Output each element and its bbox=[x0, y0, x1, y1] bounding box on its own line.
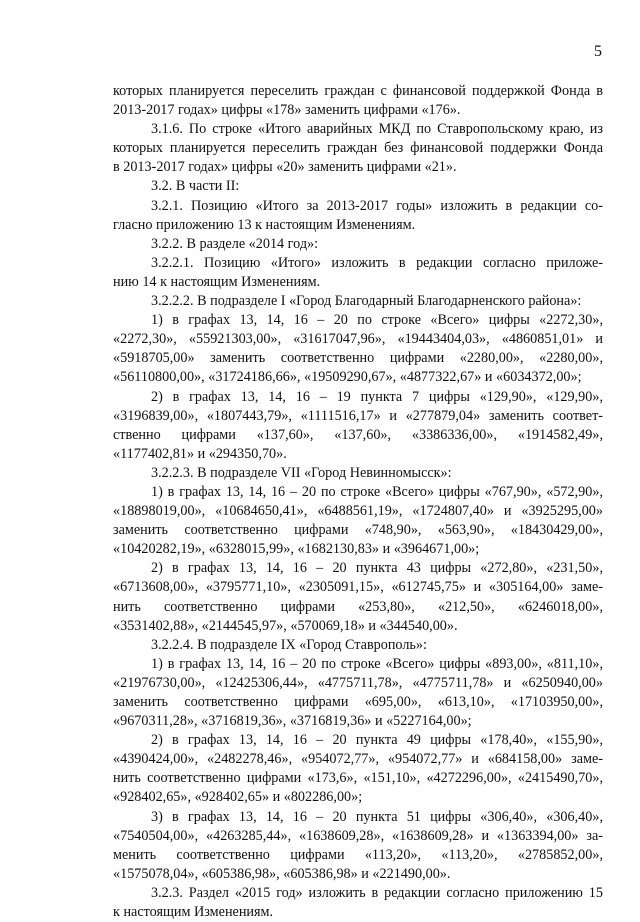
text-line: «21976730,00», «12425306,44», «4775711,78», «4775711,78» и «6250940,00» bbox=[113, 674, 603, 691]
text-line: нию 14 к настоящим Изменениям. bbox=[113, 273, 321, 290]
text-line: «5918705,00» заменить соответственно цифрами «2280,00», «2280,00», bbox=[113, 350, 603, 367]
text-line: «9670311,28», «3716819,36», «3716819,36» и «5227164,00»; bbox=[113, 713, 472, 730]
text-line: «1177402,81» и «294350,70». bbox=[113, 445, 287, 462]
text-line: «2272,30», «55921303,00», «31617047,96», «19443404,03», «4860851,01» и bbox=[113, 331, 603, 348]
text-line: 3.2.1. Позицию «Итого за 2013-2017 годы» изложить в редакции со- bbox=[151, 197, 603, 214]
text-line: «1575078,04», «605386,98», «605386,98» и «221490,00». bbox=[113, 865, 451, 882]
text-line: 3.2.3. Раздел «2015 год» изложить в редакции согласно приложению 15 bbox=[151, 884, 603, 901]
text-line: в 2013-2017 годах» цифры «20» заменить цифрами «21». bbox=[113, 159, 457, 176]
text-line: 3.2.2.1. Позицию «Итого» изложить в редакции согласно приложе- bbox=[151, 254, 603, 271]
text-line: 2013-2017 годах» цифры «178» заменить цифрами «176». bbox=[113, 102, 461, 119]
text-line: «10420282,19», «6328015,99», «1682130,83» и «3964671,00»; bbox=[113, 541, 480, 558]
text-line: нить соответственно цифрами «253,80», «212,50», «6246018,00», bbox=[113, 598, 603, 615]
text-line: 3.2.2.3. В подразделе VII «Город Невинномысск»: bbox=[151, 464, 452, 481]
text-line: «6713608,00», «3795771,10», «2305091,15», «612745,75» и «305164,00» заме- bbox=[113, 579, 603, 596]
text-line: 3.2.2.2. В подразделе I «Город Благодарный Благодарненского района»: bbox=[151, 293, 582, 310]
text-line: 1) в графах 13, 14, 16 – 20 по строке «Всего» цифры «893,00», «811,10», bbox=[151, 655, 603, 672]
text-line: 3.2. В части II: bbox=[151, 178, 240, 195]
text-line: «18898019,00», «10684650,41», «6488561,19», «1724807,40» и «3925295,00» bbox=[113, 503, 603, 520]
text-line: к настоящим Изменениям. bbox=[113, 904, 274, 921]
text-line: 1) в графах 13, 14, 16 – 20 по строке «Всего» цифры «2272,30», bbox=[151, 312, 603, 329]
text-line: 3.2.2.4. В подразделе IX «Город Ставрополь»: bbox=[151, 636, 427, 653]
page-number: 5 bbox=[594, 43, 602, 60]
text-line: гласно приложению 13 к настоящим Изменениям. bbox=[113, 216, 416, 233]
text-line: 3) в графах 13, 14, 16 – 20 пункта 51 цифры «306,40», «306,40», bbox=[151, 808, 603, 825]
text-line: нить соответственно цифрами «173,6», «151,10», «4272296,00», «2415490,70», bbox=[113, 770, 603, 787]
text-line: «4390424,00», «2482278,46», «954072,77», «954072,77» и «684158,00» заме- bbox=[113, 751, 603, 768]
text-line: 1) в графах 13, 14, 16 – 20 по строке «Всего» цифры «767,90», «572,90», bbox=[151, 483, 603, 500]
text-line: менить соответственно цифрами «113,20», «113,20», «2785852,00», bbox=[113, 846, 603, 863]
text-line: ственно цифрами «137,60», «137,60», «3386336,00», «1914582,49», bbox=[113, 426, 603, 443]
text-line: заменить соответственно цифрами «748,90», «563,90», «18430429,00», bbox=[113, 522, 603, 539]
text-line: 2) в графах 13, 14, 16 – 19 пункта 7 цифры «129,90», «129,90», bbox=[151, 388, 603, 405]
text-line: 2) в графах 13, 14, 16 – 20 пункта 49 цифры «178,40», «155,90», bbox=[151, 732, 603, 749]
text-line: которых планируется переселить граждан с финансовой поддержкой Фонда в bbox=[113, 83, 603, 99]
text-line: заменить соответственно цифрами «695,00», «613,10», «17103950,00», bbox=[113, 694, 603, 710]
text-line: «7540504,00», «4263285,44», «1638609,28», «1638609,28» и «1363394,00» за- bbox=[113, 827, 603, 844]
document-body bbox=[113, 82, 603, 922]
text-line: 3.2.2. В разделе «2014 год»: bbox=[151, 235, 319, 252]
text-line: 3.1.6. По строке «Итого аварийных МКД по Ставропольскому краю, из bbox=[151, 121, 603, 138]
text-line: которых планируется переселить граждан без финансовой поддержки Фонда bbox=[113, 140, 603, 157]
text-line: «3531402,88», «2144545,97», «570069,18» и «344540,00». bbox=[113, 617, 458, 634]
text-line: 2) в графах 13, 14, 16 – 20 пункта 43 цифры «272,80», «231,50», bbox=[151, 560, 603, 577]
text-line: «56110800,00», «31724186,66», «19509290,67», «4877322,67» и «6034372,00»; bbox=[113, 369, 582, 386]
text-line: «3196839,00», «1807443,79», «1111516,17» и «277879,04» заменить соответ- bbox=[113, 407, 603, 424]
text-line: «928402,65», «928402,65» и «802286,00»; bbox=[113, 789, 363, 806]
